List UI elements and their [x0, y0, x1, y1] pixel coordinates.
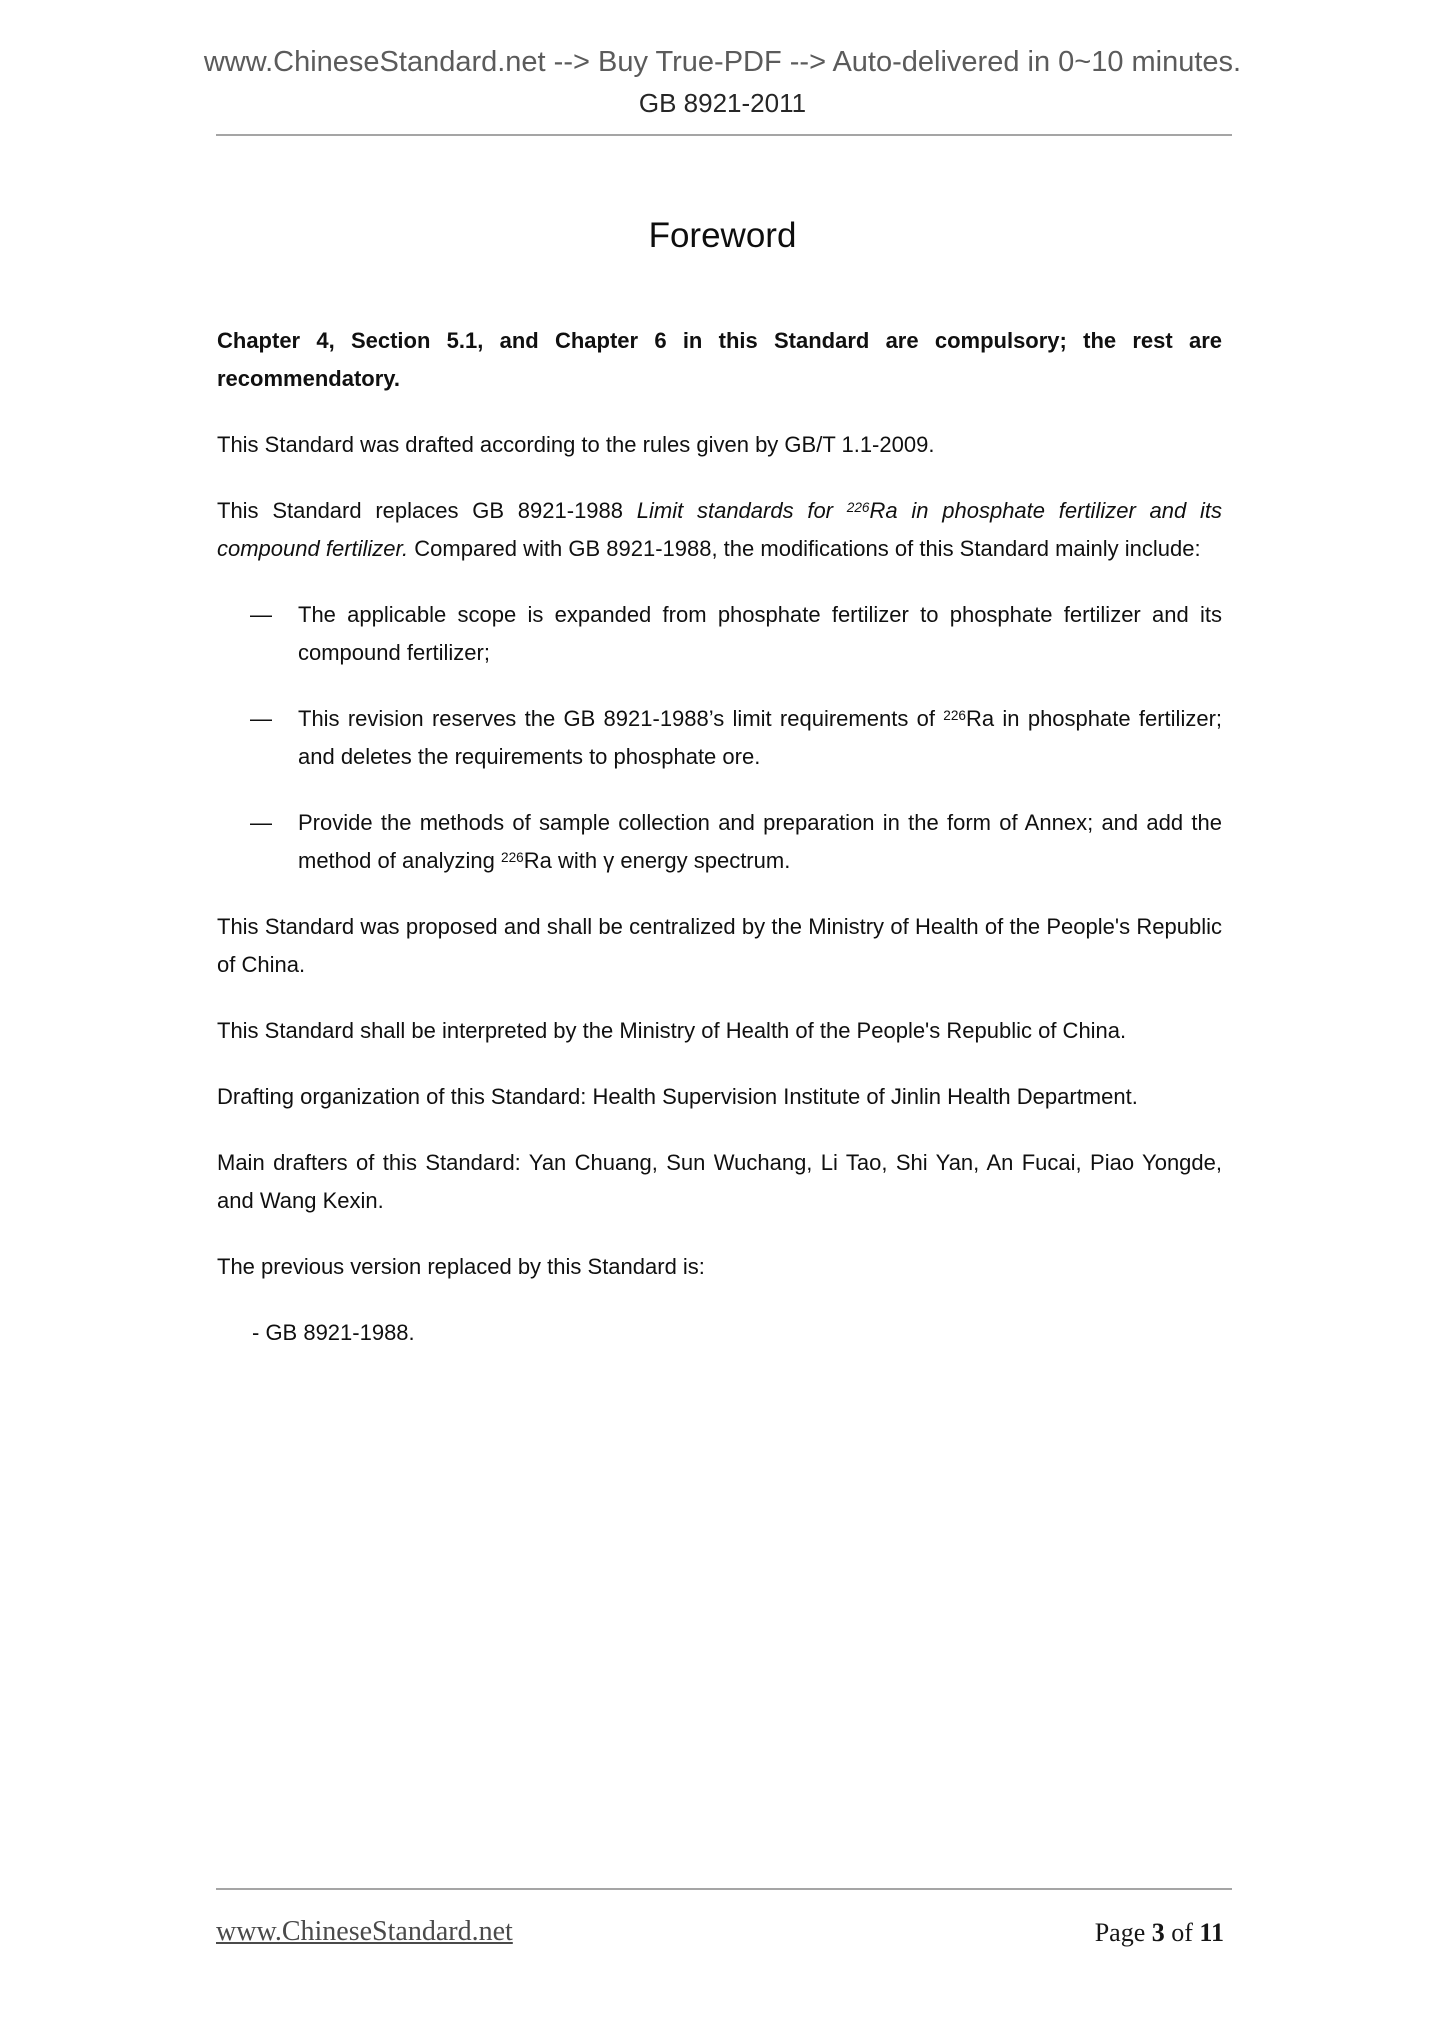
text-run: - GB 8921-1988. — [252, 1320, 415, 1345]
bullet-item — [217, 700, 1222, 776]
paragraph — [217, 1248, 1222, 1286]
text-run: Compared with GB 8921-1988, the modifications of this Standard mainly include: — [408, 536, 1201, 561]
document-body — [217, 322, 1222, 1380]
paragraph — [217, 426, 1222, 464]
of-word: of — [1171, 1918, 1193, 1947]
text-run: Drafting organization of this Standard: Health Supervision Institute of Jinlin Health Department. — [217, 1084, 1138, 1109]
paragraph — [217, 1144, 1222, 1220]
text-run: Chapter 4, Section 5.1, and Chapter 6 in this Standard are compulsory; the rest are recommendatory. — [217, 328, 1222, 391]
page-number: 3 — [1151, 1918, 1165, 1947]
footer-divider — [216, 1888, 1232, 1890]
paragraph — [217, 1314, 1222, 1352]
header-divider — [216, 134, 1232, 136]
text-run: The previous version replaced by this Standard is: — [217, 1254, 705, 1279]
page-total: 11 — [1199, 1918, 1224, 1947]
header-tagline: www.ChineseStandard.net --> Buy True-PDF --> Auto-delivered in 0~10 minutes. — [203, 46, 1242, 78]
footer-site-link[interactable]: www.ChineseStandard.net — [216, 1916, 513, 1947]
text-run: Ra in phosphate fertilizer; and deletes the requirements to phosphate ore. — [298, 706, 1223, 769]
text-run: This Standard replaces GB 8921-1988 — [217, 498, 637, 523]
text-run: Ra in phosphate fertilizer and its compound fertilizer. — [217, 498, 1222, 561]
bullet-item — [217, 596, 1222, 672]
paragraph — [217, 1078, 1222, 1116]
page-number-label — [1095, 1918, 1224, 1948]
page-word: Page — [1094, 1918, 1146, 1947]
paragraph — [217, 492, 1222, 568]
paragraph — [217, 1012, 1222, 1050]
paragraph — [217, 322, 1222, 398]
bullet-item — [217, 804, 1222, 880]
bullet-dash-icon: — — [250, 810, 272, 835]
text-run: This Standard shall be interpreted by the Ministry of Health of the People's Republic of China. — [217, 1018, 1127, 1043]
isotope-superscript: 226 — [846, 499, 870, 515]
text-run: Ra with γ energy spectrum. — [523, 848, 791, 873]
page-title: Foreword — [648, 216, 797, 255]
isotope-superscript: 226 — [501, 849, 524, 865]
header-doc-code: GB 8921-2011 — [638, 88, 807, 118]
text-run: This Standard was drafted according to the rules given by GB/T 1.1-2009. — [217, 432, 935, 457]
bullet-dash-icon: — — [250, 602, 272, 627]
text-run: This revision reserves the GB 8921-1988’s limit requirements of — [298, 706, 944, 731]
text-run: Limit standards for — [636, 498, 847, 523]
text-run: Provide the methods of sample collection and preparation in the form of Annex; and add the method of analyzing — [298, 810, 1222, 873]
paragraph — [217, 908, 1222, 984]
text-run: The applicable scope is expanded from phosphate fertilizer to phosphate fertilizer and its compound fertilizer; — [298, 602, 1222, 665]
text-run: Main drafters of this Standard: Yan Chuang, Sun Wuchang, Li Tao, Shi Yan, An Fucai, Piao Yongde, and Wang Kexin. — [217, 1150, 1222, 1213]
text-run: This Standard was proposed and shall be centralized by the Ministry of Health of the People's Republic of China. — [217, 914, 1222, 977]
bullet-dash-icon: — — [250, 706, 272, 731]
isotope-superscript: 226 — [943, 707, 966, 723]
